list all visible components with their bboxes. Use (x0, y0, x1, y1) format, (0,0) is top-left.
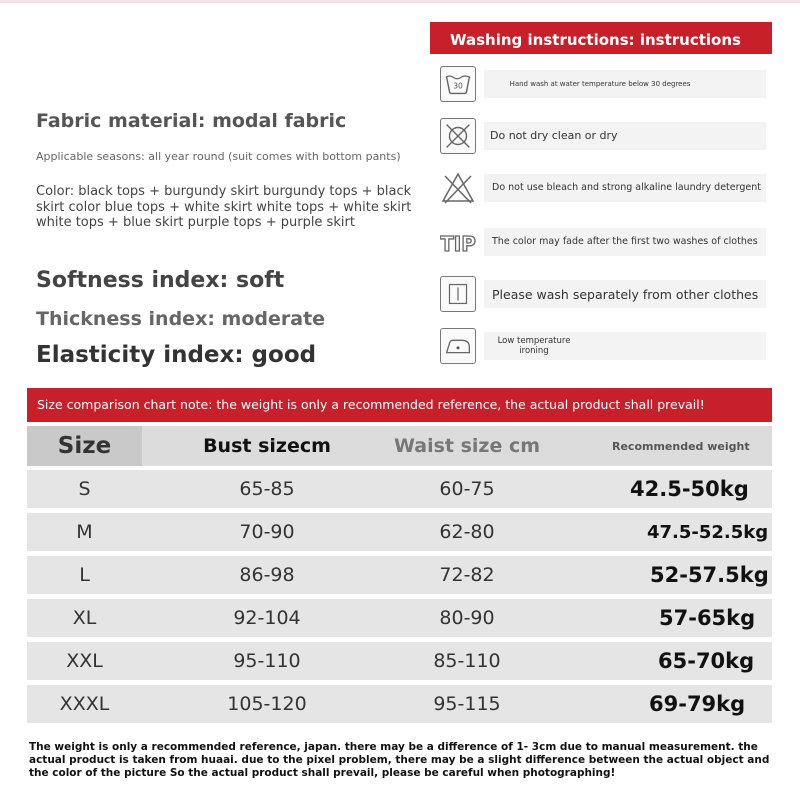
weight-cell: 65-70kg (658, 649, 755, 673)
washing-instructions-header: Washing instructions: instructions (430, 22, 772, 54)
bust-cell: 86-98 (239, 564, 295, 586)
table-row (27, 556, 772, 594)
weight-cell: 57-65kg (659, 606, 756, 630)
wash-text-no-dry-clean: Do not dry clean or dry (484, 122, 766, 150)
hand-wash-30-icon (440, 66, 476, 102)
bust-cell: 95-110 (233, 650, 301, 672)
wash-item-no-bleach (440, 170, 770, 210)
top-border (0, 0, 800, 3)
wash-text-ironing-label: Low temperature ironing (497, 335, 571, 356)
elasticity-index: Elasticity index: good (36, 342, 317, 368)
size-cell: XXL (66, 650, 103, 672)
low-temp-iron-icon (440, 328, 476, 364)
bust-cell: 65-85 (239, 478, 295, 500)
table-row (27, 642, 772, 680)
size-cell: XL (72, 607, 97, 629)
wash-item-ironing (440, 328, 770, 368)
size-chart-header (27, 426, 772, 466)
weight-cell: 42.5-50kg (630, 477, 749, 501)
waist-cell: 85-110 (433, 650, 501, 672)
size-cell: S (78, 478, 91, 500)
size-cell: M (76, 521, 93, 543)
wash-text-hand-wash: Hand wash at water temperature below 30 degrees (484, 70, 766, 98)
footnote: The weight is only a recommended reference, japan. there may be a difference of 1- 3cm due to manual measurement. the actual product is taken from huaai. due to the pixel problem, there may be a slight difference between the actual object and the color of the picture So the actual product shall prevail, please be careful when photographing! (29, 741, 770, 779)
header-bust: Bust sizecm (203, 435, 331, 457)
wash-item-hand-wash (440, 66, 770, 106)
wash-text-tip: The color may fade after the first two washes of clothes (484, 228, 766, 256)
size-cell: L (79, 564, 90, 586)
no-bleach-icon (440, 170, 476, 206)
table-row (27, 470, 772, 508)
waist-cell: 80-90 (439, 607, 495, 629)
table-row (27, 513, 772, 551)
thickness-index: Thickness index: moderate (36, 308, 326, 330)
table-row (27, 599, 772, 637)
wash-text-separately: Please wash separately from other clothes (484, 280, 766, 308)
wash-item-no-dry-clean (440, 118, 770, 158)
wash-separately-icon (440, 276, 476, 312)
waist-cell: 95-115 (433, 693, 501, 715)
color-options: Color: black tops + burgundy skirt burgundy tops + black skirt color blue tops + white skirt white tops + white skirt white tops + blue skirt purple tops + purple skirt (36, 184, 412, 230)
softness-index: Softness index: soft (36, 268, 285, 293)
wash-item-separately (440, 276, 770, 316)
size-chart-note: Size comparison chart note: the weight is only a recommended reference, the actual product shall prevail! (27, 388, 772, 422)
wash-text-no-bleach: Do not use bleach and strong alkaline laundry detergent (484, 174, 766, 202)
tip-icon (440, 224, 476, 260)
no-dry-clean-icon (440, 118, 476, 154)
size-cell: XXXL (59, 693, 110, 715)
applicable-seasons: Applicable seasons: all year round (suit comes with bottom pants) (36, 150, 401, 163)
wash-item-tip (440, 224, 770, 264)
waist-cell: 72-82 (439, 564, 495, 586)
tip-icon-label: TIP (440, 232, 476, 256)
header-weight: Recommended weight (612, 439, 750, 453)
hand-wash-temp-label: 30 (453, 81, 463, 91)
bust-cell: 70-90 (239, 521, 295, 543)
header-waist: Waist size cm (393, 435, 541, 457)
waist-cell: 60-75 (439, 478, 495, 500)
weight-cell: 69-79kg (649, 692, 746, 716)
waist-cell: 62-80 (439, 521, 495, 543)
bust-cell: 105-120 (227, 693, 307, 715)
fabric-material: Fabric material: modal fabric (36, 110, 347, 132)
wash-text-ironing (484, 332, 766, 360)
weight-cell: 47.5-52.5kg (647, 521, 769, 543)
table-row (27, 685, 772, 723)
header-size: Size (27, 426, 142, 466)
weight-cell: 52-57.5kg (650, 563, 769, 587)
bust-cell: 92-104 (233, 607, 301, 629)
